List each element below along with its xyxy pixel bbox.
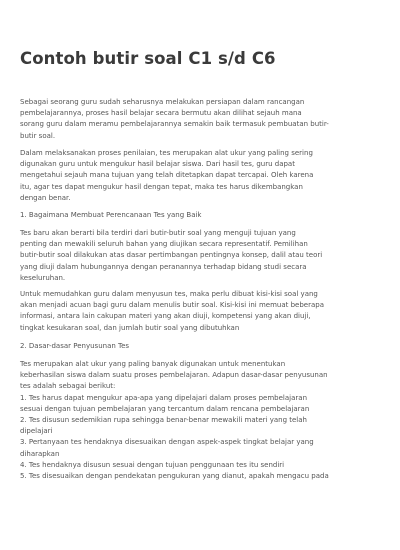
paragraph-intro <box>20 97 384 142</box>
text-line: Dalam melaksanakan proses penilaian, tes merupakan alat ukur yang paling sering <box>20 149 313 157</box>
text-line: tes adalah sebagai berikut: <box>20 382 116 391</box>
text-line: 1. Bagaimana Membuat Perencanaan Tes yang Baik <box>20 211 202 219</box>
paragraph-kisi-kisi <box>20 289 384 334</box>
text-line: keseluruhan. <box>20 273 66 282</box>
section-heading-dasar <box>20 341 384 352</box>
document-title: Contoh butir soal C1 s/d C6 <box>20 49 276 68</box>
text-line: yang diuji dalam hubungannya dengan peranannya terhadap bidang studi secara <box>20 262 307 271</box>
text-line: 1. Tes harus dapat mengukur apa-apa yang dipelajari dalam proses pembelajaran <box>20 393 308 402</box>
text-line: mengetahui sejauh mana tujuan yang telah ditetapkan dapat tercapai. Oleh karena <box>20 171 314 180</box>
text-line: pembelajarannya, proses hasil belajar secara bermutu akan dilihat sejauh mana <box>20 109 302 118</box>
text-line: Tes merupakan alat ukur yang paling banyak digunakan untuk menentukan <box>20 360 286 368</box>
section-heading-perencanaan <box>20 210 384 221</box>
text-line: 5. Tes disesuaikan dengan pendekatan pengukuran yang dianut, apakah mengacu pada <box>20 471 329 480</box>
text-line: sorang guru dalam meramu pembelajarannya semakin baik termasuk pembuatan butir- <box>20 120 329 129</box>
text-line: dengan benar. <box>20 193 71 202</box>
text-line: informasi, antara lain cakupan materi yang akan diuji, kompetensi yang akan diuji, <box>20 312 311 321</box>
text-line: 2. Dasar-dasar Penyusunan Tes <box>20 342 130 350</box>
paragraph-penilaian <box>20 148 384 204</box>
text-line: Tes baru akan berarti bila terdiri dari butir-butir soal yang menguji tujuan yang <box>20 229 296 237</box>
text-line: butir soal. <box>20 131 56 140</box>
text-line: 4. Tes hendaknya disusun sesuai dengan tujuan penggunaan tes itu sendiri <box>20 460 285 469</box>
text-line: itu, agar tes dapat mengukur hasil dengan tepat, maka tes harus dikembangkan <box>20 182 303 191</box>
text-line: dipelajari <box>20 427 53 436</box>
paragraph-dasar-penyusunan <box>20 359 384 482</box>
text-line: keberhasilan siswa dalam suatu proses pembelajaran. Adapun dasar-dasar penyusunan <box>20 371 328 380</box>
text-line: 3. Pertanyaan tes hendaknya disesuaikan dengan aspek-aspek tingkat belajar yang <box>20 438 314 447</box>
text-line: Sebagai seorang guru sudah seharusnya melakukan persiapan dalam rancangan <box>20 98 305 106</box>
text-line: butir-butir soal dilakukan atas dasar pertimbangan pentingnya konsep, dalil atau teori <box>20 251 323 260</box>
text-line: 2. Tes disusun sedemikian rupa sehingga benar-benar mewakili materi yang telah <box>20 415 307 424</box>
text-line: sesuai dengan tujuan pembelajaran yang tercantum dalam rencana pembelajaran <box>20 404 310 413</box>
text-line: digunakan guru untuk mengukur hasil belajar siswa. Dari hasil tes, guru dapat <box>20 160 295 169</box>
paragraph-butir-soal <box>20 228 384 284</box>
text-line: akan menjadi acuan bagi guru dalam menulis butir soal. Kisi-kisi ini memuat beberapa <box>20 301 324 310</box>
text-line: penting dan mewakili seluruh bahan yang diujikan secara representatif. Pemilihan <box>20 240 308 249</box>
text-line: Untuk memudahkan guru dalam menyusun tes, maka perlu dibuat kisi-kisi soal yang <box>20 290 318 298</box>
text-line: tingkat kesukaran soal, dan jumlah butir soal yang dibutuhkan <box>20 323 240 332</box>
text-line: diharapkan <box>20 449 60 458</box>
